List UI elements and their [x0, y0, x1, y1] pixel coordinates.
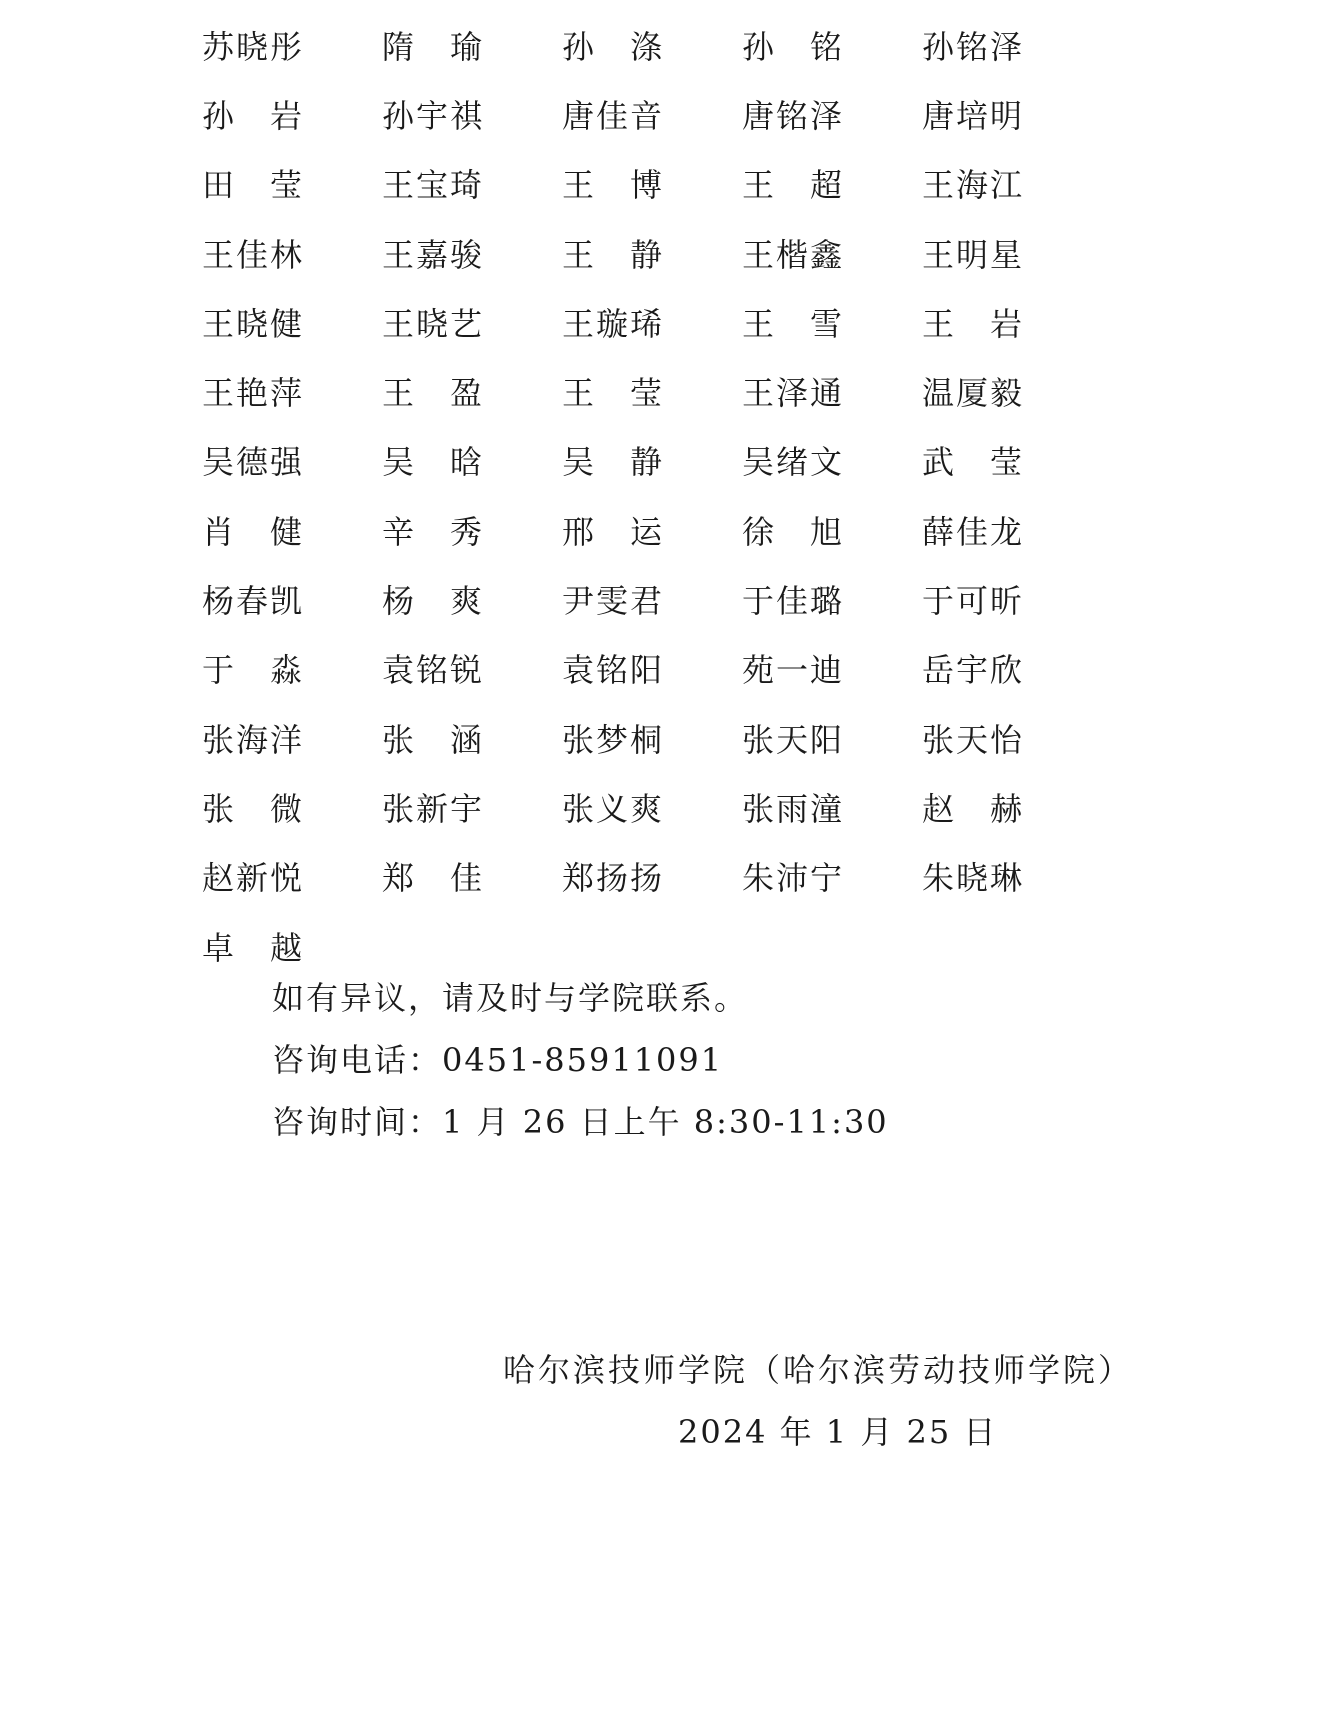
name-cell: 郑 佳: [382, 859, 485, 898]
name-row: [202, 774, 1102, 843]
name-cell: 袁铭锐: [382, 651, 485, 690]
name-row: [202, 428, 1102, 497]
name-cell: 王宝琦: [382, 166, 485, 205]
name-row: [202, 913, 1102, 982]
consult-time: 咨询时间：1 月 26 日上午 8:30-11:30: [272, 1103, 889, 1141]
name-cell: 孙 岩: [202, 96, 305, 135]
name-cell: 孙 涤: [562, 27, 665, 66]
name-cell: 吴绪文: [742, 443, 845, 482]
name-cell: 温厦毅: [922, 374, 1025, 413]
name-cell: 朱晓琳: [922, 859, 1025, 898]
name-row: [202, 844, 1102, 913]
name-cell: 张义爽: [562, 789, 665, 828]
name-cell: 张雨潼: [742, 789, 845, 828]
name-cell: 张梦桐: [562, 720, 665, 759]
name-cell: 王楷鑫: [742, 235, 845, 274]
name-cell: 卓 越: [202, 928, 305, 967]
name-row: [202, 12, 1102, 81]
name-cell: 郑扬扬: [562, 859, 665, 898]
name-cell: 吴 静: [562, 443, 665, 482]
name-cell: 王佳林: [202, 235, 305, 274]
name-cell: 吴德强: [202, 443, 305, 482]
name-cell: 薛佳龙: [922, 512, 1025, 551]
name-cell: 朱沛宁: [742, 859, 845, 898]
name-cell: 王 静: [562, 235, 665, 274]
consult-phone: 咨询电话：0451-85911091: [272, 1041, 724, 1079]
name-cell: 孙铭泽: [922, 27, 1025, 66]
name-cell: 辛 秀: [382, 512, 485, 551]
name-cell: 肖 健: [202, 512, 305, 551]
name-cell: 唐培明: [922, 96, 1025, 135]
name-cell: 苑一迪: [742, 651, 845, 690]
name-row: [202, 705, 1102, 774]
name-cell: 岳宇欣: [922, 651, 1025, 690]
name-row: [202, 636, 1102, 705]
name-cell: 邢 运: [562, 512, 665, 551]
name-cell: 王 博: [562, 166, 665, 205]
name-cell: 袁铭阳: [562, 651, 665, 690]
name-cell: 张天阳: [742, 720, 845, 759]
issue-date: 2024 年 1 月 25 日: [678, 1413, 998, 1451]
name-row: [202, 289, 1102, 358]
name-row: [202, 358, 1102, 427]
name-cell: 赵 赫: [922, 789, 1025, 828]
name-cell: 孙 铭: [742, 27, 845, 66]
name-cell: 张新宇: [382, 789, 485, 828]
name-cell: 于可昕: [922, 582, 1025, 621]
name-row: [202, 220, 1102, 289]
name-cell: 张 涵: [382, 720, 485, 759]
name-row: [202, 497, 1102, 566]
name-cell: 王泽通: [742, 374, 845, 413]
name-cell: 赵新悦: [202, 859, 305, 898]
name-cell: 王海江: [922, 166, 1025, 205]
name-cell: 武 莹: [922, 443, 1025, 482]
name-cell: 田 莹: [202, 166, 305, 205]
name-cell: 杨 爽: [382, 582, 485, 621]
name-cell: 王晓艺: [382, 304, 485, 343]
name-cell: 王 盈: [382, 374, 485, 413]
name-cell: 孙宇祺: [382, 96, 485, 135]
name-cell: 唐铭泽: [742, 96, 845, 135]
name-cell: 隋 瑜: [382, 27, 485, 66]
name-cell: 王璇琋: [562, 304, 665, 343]
name-cell: 张 微: [202, 789, 305, 828]
name-cell: 王明星: [922, 235, 1025, 274]
name-cell: 于 淼: [202, 651, 305, 690]
name-cell: 张海洋: [202, 720, 305, 759]
name-cell: 尹雯君: [562, 582, 665, 621]
institution-signature: 哈尔滨技师学院（哈尔滨劳动技师学院）: [503, 1351, 1134, 1389]
name-cell: 王 雪: [742, 304, 845, 343]
name-cell: 王嘉骏: [382, 235, 485, 274]
name-cell: 于佳璐: [742, 582, 845, 621]
name-row: [202, 151, 1102, 220]
name-cell: 徐 旭: [742, 512, 845, 551]
name-cell: 王 超: [742, 166, 845, 205]
names-list: [202, 12, 1102, 982]
name-row: [202, 566, 1102, 635]
objection-notice: 如有异议，请及时与学院联系。: [272, 979, 749, 1017]
name-cell: 王艳萍: [202, 374, 305, 413]
name-cell: 吴 晗: [382, 443, 485, 482]
name-cell: 唐佳音: [562, 96, 665, 135]
name-cell: 王 岩: [922, 304, 1025, 343]
name-cell: 苏晓彤: [202, 27, 305, 66]
name-cell: 张天怡: [922, 720, 1025, 759]
name-row: [202, 81, 1102, 150]
name-cell: 王晓健: [202, 304, 305, 343]
name-cell: 杨春凯: [202, 582, 305, 621]
name-cell: 王 莹: [562, 374, 665, 413]
